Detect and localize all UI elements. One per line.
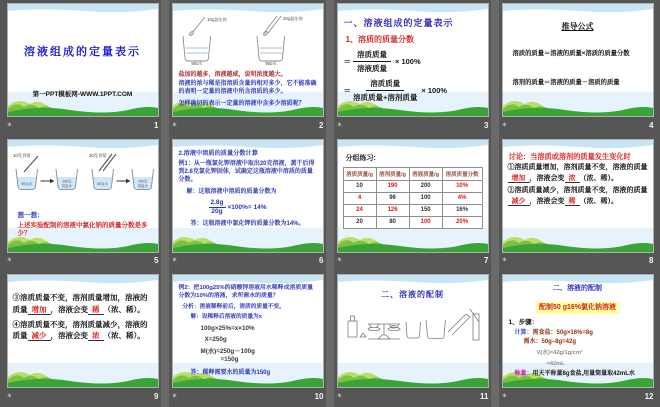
practice-table: 溶质质量/g 溶剂质量/g 溶液质量/g 溶质质量分数 10 190 200 10% 4 96 100 4% 24 126 150 16% 20 80 100 20% bbox=[343, 167, 483, 229]
slide-cell-1 bbox=[0, 0, 165, 136]
slide-cell-9 bbox=[0, 271, 165, 407]
slide-thumbnail-2[interactable] bbox=[172, 3, 324, 117]
explanation-text: 溶液的浓与稀是指溶质含量的相对多少，它不能准确的表明一定量的溶液中所含溶质的多少。 bbox=[178, 81, 317, 96]
derived-formula-2: 溶剂的质量＝溶液的质量－溶质的质量 bbox=[512, 79, 620, 86]
slide-thumbnail-11[interactable] bbox=[337, 274, 489, 388]
slide-cell-2 bbox=[165, 0, 330, 136]
spoon1-label: 10g氯化钠 bbox=[206, 17, 227, 22]
observation-text: 盐加的越多，溶液越咸，说明浓度越大。 bbox=[178, 72, 287, 78]
answer-text: 答：稀释需要水的质量为150g bbox=[190, 369, 271, 376]
highlighted-task: 配制50 g16%氯化钠溶液 bbox=[507, 295, 649, 316]
slide-number: 2 bbox=[319, 120, 324, 130]
mass-fraction-formula-2: ＝ $\frac{\text{溶质质量}}{\text{溶质质量+溶剂质量}}$ × 100% bbox=[343, 79, 448, 102]
result2-line1: 100克 bbox=[137, 179, 147, 184]
slide-cell-8 bbox=[495, 136, 660, 272]
subsection-heading: 1、溶质的质量分数 bbox=[345, 35, 414, 44]
transition-star-icon[interactable]: ✶ bbox=[6, 121, 13, 129]
volume-line-2: =42mL bbox=[546, 360, 565, 367]
slide-number: 8 bbox=[649, 256, 654, 266]
slide-number: 12 bbox=[644, 391, 654, 401]
slide-thumbnail-7[interactable] bbox=[337, 139, 489, 253]
transition-star-icon[interactable]: ✶ bbox=[171, 257, 178, 265]
example1-problem: 例1：从一瓶氯化钾溶液中取出20克溶液，蒸干后得到2.8克氯化钾固体，试确定这瓶溶液中溶质的质量分数。 bbox=[178, 161, 315, 184]
slide-cell-12 bbox=[495, 271, 660, 407]
solution-preparation-diagram bbox=[12, 149, 154, 199]
transition-star-icon[interactable]: ✶ bbox=[336, 392, 343, 400]
mass-fraction-formula-1: ＝ $\frac{\text{溶质质量}}{\text{溶液质量}}$ × 100% bbox=[343, 50, 421, 73]
discussion-item-2: ②溶质质量减少，溶剂质量不变，溶液的质量减少 ，溶液会变 稀 （浓、稀）。 bbox=[507, 187, 648, 205]
calc-line-1: 计算：需食盐：50g×16%=8g bbox=[514, 329, 593, 336]
table-row: 4 96 100 4% bbox=[343, 192, 482, 204]
preparation-section-title: 二、溶液的配制 bbox=[381, 290, 444, 300]
slide-cell-7 bbox=[330, 136, 495, 272]
discussion-item-3: ③溶质质量不变，溶剂质量增加，溶液的质量 增加 ，溶液会变 稀 （浓、稀）。 bbox=[12, 293, 148, 314]
answer-text: 答：这瓶溶液中氯化钾的质量分数为14%。 bbox=[190, 221, 305, 228]
discussion-title: 讨论：当溶质或溶剂的质量发生变化时 bbox=[508, 151, 631, 161]
discussion-item-1: ①溶质质量增加，溶剂质量不变，溶液的质量增加 ，溶液会变 浓 （浓、稀）。 bbox=[507, 164, 648, 182]
table-row: 20 80 100 20% bbox=[343, 216, 482, 228]
steps-heading: 1、步骤： bbox=[508, 319, 539, 327]
slide-number: 6 bbox=[319, 256, 324, 266]
slide1-title: 溶液组成的定量表示 bbox=[24, 46, 141, 58]
slide-thumbnail-12[interactable] bbox=[502, 274, 654, 388]
slide-number: 1 bbox=[154, 120, 159, 130]
slide-cell-11 bbox=[330, 271, 495, 407]
question-text: 上述实验配制的溶液中氯化钠的质量分数是多少？ bbox=[17, 221, 148, 238]
spoon2-label: 20g氯化钠 bbox=[282, 16, 303, 21]
slide-thumbnail-9[interactable] bbox=[7, 274, 159, 388]
derived-formula-1: 溶质的质量＝溶液的质量×溶质的质量分数 bbox=[512, 50, 630, 57]
solution-setup: 解：设稀释后溶液的质量为x bbox=[190, 313, 262, 320]
slide-thumbnail-3[interactable] bbox=[337, 3, 489, 117]
result1-line2: 食盐水 bbox=[61, 183, 72, 188]
slide-number: 9 bbox=[154, 391, 159, 401]
beaker1-label: 90g水 bbox=[190, 61, 203, 65]
derived-formula-title: 推导公式 bbox=[561, 22, 594, 31]
transition-star-icon[interactable]: ✶ bbox=[6, 392, 13, 400]
beaker-comparison-diagram bbox=[177, 13, 319, 65]
water1-label: 90克水 bbox=[20, 181, 32, 186]
slide-number: 10 bbox=[314, 391, 324, 401]
equation-3: M(水)=250g－100g bbox=[200, 347, 255, 355]
example2-problem: 例2：把100g25%的硝酸钾溶液用水稀释成溶质质量分数为10%的溶液，求所需水的质量？ bbox=[178, 285, 314, 300]
slide-cell-6 bbox=[165, 136, 330, 272]
beaker2-label: 90g水 bbox=[264, 61, 277, 65]
discussion-item-4: ④溶质质量不变，溶剂质量减少，溶液的质量 减少 ，溶液会变 浓 （浓、稀）。 bbox=[12, 319, 148, 341]
slide-thumbnail-5[interactable] bbox=[7, 139, 159, 253]
volume-line-1: V(水)=42g/1g/cm³ bbox=[536, 350, 583, 357]
slide-cell-4 bbox=[495, 0, 660, 136]
slide-number: 5 bbox=[154, 256, 159, 266]
transition-star-icon[interactable]: ✶ bbox=[6, 257, 13, 265]
section-heading: 一、溶液组成的定量表示 bbox=[343, 18, 454, 28]
transition-star-icon[interactable]: ✶ bbox=[501, 257, 508, 265]
slide-number: 4 bbox=[649, 120, 654, 130]
lab-equipment-diagram bbox=[342, 304, 484, 350]
water2-label: 80克水 bbox=[96, 181, 108, 186]
analysis-text: 分析：溶液稀释前后，溶质的质量不变。 bbox=[182, 304, 285, 311]
group-practice-heading: 分组练习: bbox=[345, 154, 376, 162]
question-text: 怎样确切的表示一定量的溶液中含多少溶质呢？ bbox=[178, 101, 305, 108]
table-row: 10 190 200 10% bbox=[343, 180, 482, 192]
slide-number: 3 bbox=[484, 120, 489, 130]
transition-star-icon[interactable]: ✶ bbox=[336, 257, 343, 265]
think-prompt: 想一想： bbox=[17, 211, 44, 219]
slide-thumbnail-1[interactable] bbox=[7, 3, 159, 117]
transition-star-icon[interactable]: ✶ bbox=[501, 392, 508, 400]
transition-star-icon[interactable]: ✶ bbox=[171, 121, 178, 129]
slide1-subtitle: 第一PPT模板网-WWW.1PPT.COM bbox=[32, 91, 133, 98]
calculation-heading: 2.溶液中溶质的质量分数计算 bbox=[178, 149, 258, 157]
equation-1: 100g×25%=x×10% bbox=[200, 324, 255, 332]
equation-2: X=250g bbox=[204, 336, 227, 344]
salt2-label: 20克食盐 bbox=[88, 152, 107, 158]
equation-4: =150g bbox=[220, 356, 239, 364]
transition-star-icon[interactable]: ✶ bbox=[171, 392, 178, 400]
result2-line2: 食盐水 bbox=[137, 183, 148, 188]
transition-star-icon[interactable]: ✶ bbox=[501, 121, 508, 129]
solution-step: 解：这瓶溶液中溶质的质量分数为 bbox=[186, 189, 277, 196]
table-row: 24 126 150 16% bbox=[343, 204, 482, 216]
slide-cell-3 bbox=[330, 0, 495, 136]
slide-thumbnail-10[interactable] bbox=[172, 274, 324, 388]
slide-number: 11 bbox=[480, 391, 489, 401]
calc-line-2: 需水：50g–8g=42g bbox=[523, 339, 577, 346]
preparation-section-title: 二、溶液的配制 bbox=[553, 285, 602, 293]
slide-cell-5 bbox=[0, 136, 165, 272]
calculation-expression: $\frac{2.8g}{20g}$ ×100%= 14% bbox=[210, 199, 267, 216]
slide-number: 7 bbox=[484, 256, 489, 266]
slide-cell-10 bbox=[165, 271, 330, 407]
slide-thumbnail-8[interactable] bbox=[502, 139, 654, 253]
transition-star-icon[interactable]: ✶ bbox=[336, 121, 343, 129]
result1-line1: 100克 bbox=[61, 179, 71, 184]
slide-thumbnail-4[interactable] bbox=[502, 3, 654, 117]
slide-thumbnail-6[interactable] bbox=[172, 139, 324, 253]
salt1-label: 10克食盐 bbox=[12, 152, 31, 158]
weigh-line: 称量：用天平称量8g食盐,用量筒量取42mL水 bbox=[514, 371, 635, 378]
